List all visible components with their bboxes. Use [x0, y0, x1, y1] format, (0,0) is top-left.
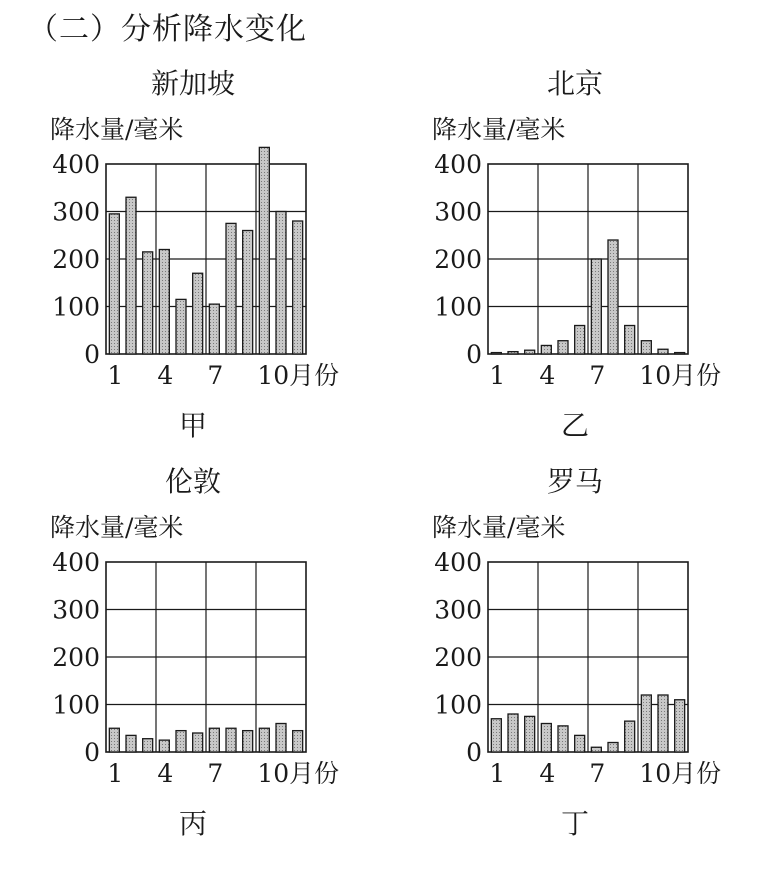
y-axis-title: 降水量/毫米 — [432, 115, 566, 144]
chart-panel-london — [8, 460, 378, 880]
x-tick-label: 1 — [107, 361, 124, 390]
bar-month-7 — [591, 259, 601, 354]
bar-month-9 — [625, 721, 635, 752]
y-axis-title: 降水量/毫米 — [50, 115, 184, 144]
y-tick-label: 100 — [52, 690, 100, 720]
x-tick-label: 7 — [207, 759, 224, 788]
x-tick-label: 7 — [589, 361, 606, 390]
x-tick-label: 7 — [207, 361, 224, 390]
chart-panel-rome — [390, 460, 760, 880]
y-tick-label: 300 — [52, 197, 100, 227]
x-tick-label: 10月份 — [639, 759, 722, 788]
chart-label: 乙 — [560, 409, 589, 442]
chart-label: 丙 — [178, 807, 207, 840]
bar-month-11 — [276, 212, 286, 355]
x-tick-label: 1 — [489, 361, 506, 390]
y-tick-label: 200 — [434, 643, 482, 672]
bar-month-8 — [226, 728, 236, 752]
bar-month-11 — [658, 349, 668, 354]
bar-month-4 — [159, 250, 169, 355]
x-tick-label: 10月份 — [639, 361, 722, 390]
x-tick-label: 4 — [539, 759, 556, 788]
bar-month-2 — [508, 352, 518, 354]
bar-month-6 — [575, 326, 585, 355]
y-tick-label: 100 — [52, 292, 100, 322]
x-tick-label: 1 — [489, 759, 506, 788]
y-tick-label: 300 — [434, 197, 482, 227]
y-tick-label: 300 — [52, 595, 100, 625]
bar-month-3 — [525, 350, 535, 354]
bar-month-12 — [293, 731, 303, 752]
y-tick-label: 0 — [466, 340, 482, 369]
y-tick-label: 0 — [84, 340, 100, 369]
y-tick-label: 200 — [52, 643, 100, 672]
x-tick-label: 4 — [157, 361, 174, 390]
y-tick-label: 0 — [84, 738, 100, 767]
bar-month-2 — [508, 714, 518, 752]
bar-month-1 — [109, 214, 119, 354]
section-title: （二）分析降水变化 — [28, 12, 307, 47]
bar-month-7 — [591, 747, 601, 752]
bar-chart — [8, 500, 378, 840]
y-tick-label: 200 — [434, 245, 482, 274]
bar-month-6 — [193, 733, 203, 752]
chart-title: 罗马 — [546, 465, 603, 498]
chart-label: 丁 — [560, 807, 589, 840]
bar-month-5 — [176, 299, 186, 354]
bar-month-12 — [675, 700, 685, 752]
bar-month-5 — [176, 731, 186, 752]
bar-month-3 — [525, 716, 535, 752]
bar-month-1 — [491, 719, 501, 752]
bar-month-2 — [126, 197, 136, 354]
chart-panel-singapore — [8, 62, 378, 482]
bar-month-10 — [259, 147, 269, 354]
x-tick-label: 10月份 — [257, 361, 340, 390]
y-tick-label: 400 — [52, 150, 100, 179]
chart-panel-beijing — [390, 62, 760, 482]
bar-month-9 — [625, 326, 635, 355]
x-tick-label: 4 — [539, 361, 556, 390]
chart-title: 新加坡 — [150, 67, 235, 100]
y-tick-label: 100 — [434, 292, 482, 322]
bar-month-8 — [608, 240, 618, 354]
bar-chart — [390, 500, 760, 840]
bar-month-11 — [658, 695, 668, 752]
y-tick-label: 200 — [52, 245, 100, 274]
x-tick-label: 4 — [157, 759, 174, 788]
x-tick-label: 7 — [589, 759, 606, 788]
bar-month-10 — [259, 728, 269, 752]
y-tick-label: 400 — [434, 548, 482, 577]
bar-month-4 — [541, 724, 551, 753]
bar-month-3 — [143, 252, 153, 354]
y-axis-title: 降水量/毫米 — [432, 513, 566, 542]
bar-month-12 — [675, 353, 685, 354]
y-tick-label: 400 — [434, 150, 482, 179]
bar-chart — [8, 102, 378, 442]
y-tick-label: 400 — [52, 548, 100, 577]
bar-month-10 — [641, 341, 651, 354]
chart-label: 甲 — [178, 409, 207, 442]
bar-month-5 — [558, 341, 568, 354]
bar-month-4 — [541, 345, 551, 354]
bar-month-9 — [243, 231, 253, 355]
bar-month-6 — [575, 735, 585, 752]
bar-month-2 — [126, 735, 136, 752]
bar-month-7 — [209, 304, 219, 354]
bar-month-1 — [491, 353, 501, 354]
y-axis-title: 降水量/毫米 — [50, 513, 184, 542]
x-tick-label: 1 — [107, 759, 124, 788]
y-tick-label: 0 — [466, 738, 482, 767]
bar-month-12 — [293, 221, 303, 354]
bar-month-8 — [608, 743, 618, 753]
y-tick-label: 300 — [434, 595, 482, 625]
bar-month-6 — [193, 273, 203, 354]
bar-month-1 — [109, 728, 119, 752]
bar-month-9 — [243, 731, 253, 752]
bar-chart — [390, 102, 760, 442]
bar-month-3 — [143, 739, 153, 752]
bar-month-7 — [209, 728, 219, 752]
bar-month-5 — [558, 726, 568, 752]
y-tick-label: 100 — [434, 690, 482, 720]
chart-title: 伦敦 — [164, 465, 221, 498]
chart-title: 北京 — [546, 67, 603, 100]
bar-month-8 — [226, 223, 236, 354]
bar-month-4 — [159, 740, 169, 752]
bar-month-10 — [641, 695, 651, 752]
bar-month-11 — [276, 724, 286, 753]
x-tick-label: 10月份 — [257, 759, 340, 788]
